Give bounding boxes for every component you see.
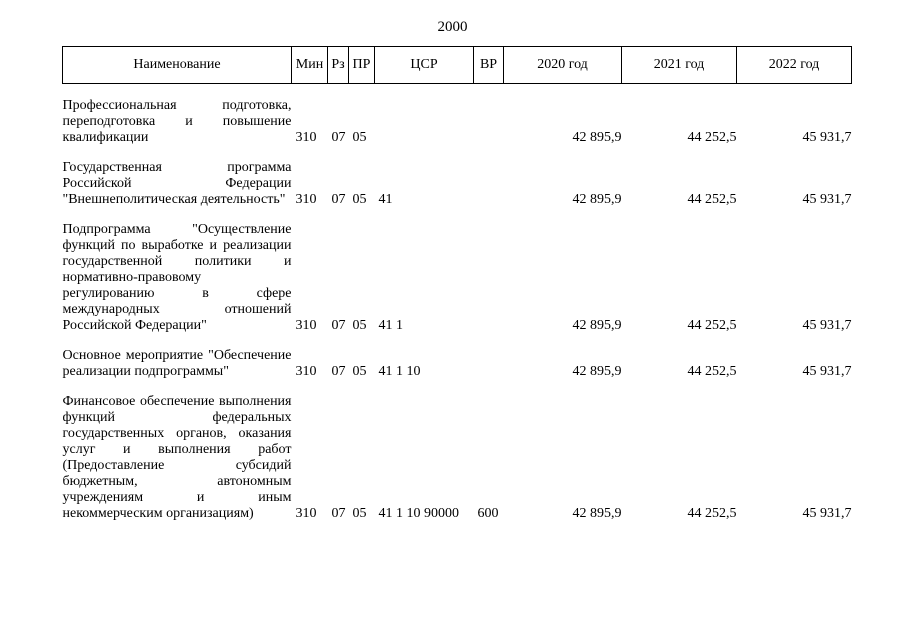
row-name: Профессиональная подготовка, переподготовка и повышение квалификации — [62, 98, 292, 145]
header-2020: 2020 год — [504, 47, 622, 84]
row-pr: 05 — [352, 130, 367, 145]
table-header-row — [63, 47, 852, 84]
row-min: 310 — [295, 192, 317, 207]
row-2022: 45 931,7 — [802, 130, 852, 145]
row-2022: 45 931,7 — [802, 364, 852, 379]
row-2021: 44 252,5 — [687, 364, 737, 379]
header-vr: ВР — [474, 47, 504, 84]
row-name: Подпрограмма "Осуществление функций по выработке и реализации государственной политики и нормативно-правовому регулированию в сфере международных отношений Российской Федерации" — [62, 222, 292, 333]
row-rz: 07 — [331, 130, 346, 145]
row-pr: 05 — [352, 364, 367, 379]
table-row — [63, 340, 852, 380]
header-2021: 2021 год — [622, 47, 737, 84]
row-2020: 42 895,9 — [572, 506, 622, 521]
row-vr — [474, 340, 504, 380]
row-2021: 44 252,5 — [687, 192, 737, 207]
table-row — [63, 90, 852, 146]
row-name: Финансовое обеспечение выполнения функций федеральных государственных органов, оказания услуг и выполнения работ (Предоставление субсидий бюджетным, автономным учреждениям и иным некоммерческим организациям) — [62, 394, 292, 521]
row-rz: 07 — [331, 364, 346, 379]
row-2021: 44 252,5 — [687, 506, 737, 521]
row-2020: 42 895,9 — [572, 192, 622, 207]
row-min: 310 — [295, 130, 317, 145]
row-2021: 44 252,5 — [687, 318, 737, 333]
header-2022: 2022 год — [737, 47, 852, 84]
row-rz: 07 — [331, 506, 346, 521]
table-row — [63, 386, 852, 522]
row-2022: 45 931,7 — [802, 192, 852, 207]
row-min: 310 — [295, 506, 317, 521]
row-rz: 07 — [331, 192, 346, 207]
row-2020: 42 895,9 — [572, 130, 622, 145]
row-csr — [375, 90, 474, 146]
row-pr: 05 — [352, 192, 367, 207]
header-min: Мин — [292, 47, 328, 84]
table-row — [63, 152, 852, 208]
row-pr: 05 — [352, 506, 367, 521]
row-name: Основное мероприятие "Обеспечение реализации подпрограммы" — [62, 348, 292, 379]
row-csr: 41 1 — [378, 318, 403, 333]
header-pr: ПР — [349, 47, 375, 84]
row-vr — [474, 90, 504, 146]
row-rz: 07 — [331, 318, 346, 333]
header-name: Наименование — [63, 47, 292, 84]
row-vr: 600 — [477, 506, 499, 521]
header-rz: Рз — [328, 47, 349, 84]
row-2021: 44 252,5 — [687, 130, 737, 145]
row-vr — [474, 214, 504, 334]
row-2022: 45 931,7 — [802, 318, 852, 333]
row-vr — [474, 152, 504, 208]
row-min: 310 — [295, 318, 317, 333]
row-csr: 41 — [378, 192, 393, 207]
row-2020: 42 895,9 — [572, 318, 622, 333]
row-2022: 45 931,7 — [802, 506, 852, 521]
row-csr: 41 1 10 — [378, 364, 421, 379]
row-name: Государственная программа Российской Федерации "Внешнеполитическая деятельность" — [62, 160, 292, 207]
table-row — [63, 214, 852, 334]
row-min: 310 — [295, 364, 317, 379]
header-csr: ЦСР — [375, 47, 474, 84]
page-number: 2000 — [437, 19, 468, 35]
row-pr: 05 — [352, 318, 367, 333]
row-2020: 42 895,9 — [572, 364, 622, 379]
budget-table — [62, 46, 852, 522]
row-csr: 41 1 10 90000 — [378, 506, 459, 521]
